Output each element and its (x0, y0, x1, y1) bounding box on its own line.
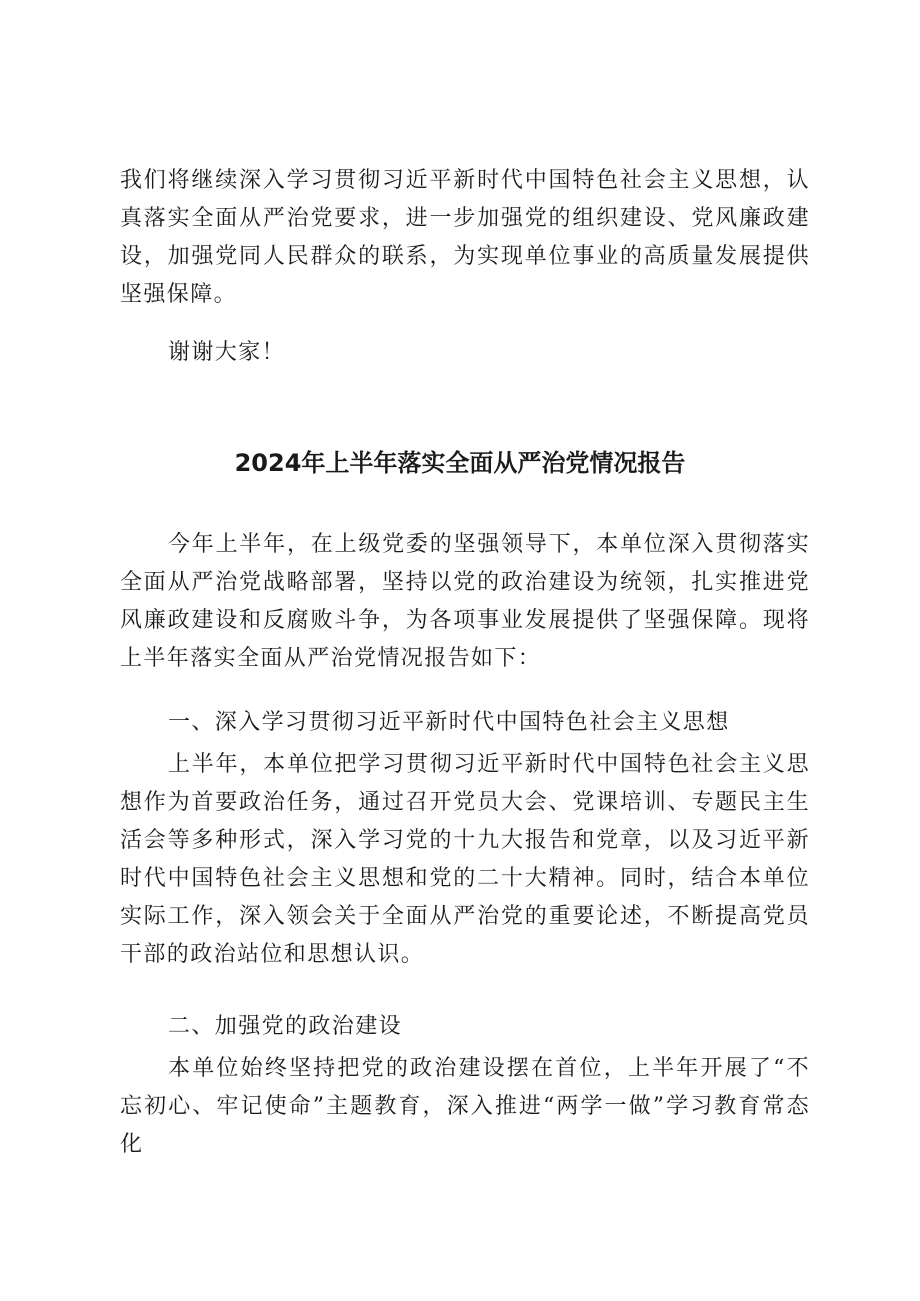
section-heading-1: 一、深入学习贯彻习近平新时代中国特色社会主义思想 (168, 710, 730, 735)
section-heading-2: 二、加强党的政治建设 (168, 1014, 403, 1039)
section-body-2: 本单位始终坚持把党的政治建设摆在首位，上半年开展了“不忘初心、牢记使命”主题教育，深入推进“两学一做”学习教育常态化 (120, 1056, 810, 1157)
intro-paragraph: 今年上半年，在上级党委的坚强领导下，本单位深入贯彻落实全面从严治党战略部署，坚持以党的政治建设为统领，扎实推进党风廉政建设和反腐败斗争，为各项事业发展提供了坚强保障。现将上半年落实全面从严治党情况报告如下： (120, 532, 810, 671)
report-title: 2024年上半年落实全面从严治党情况报告 (234, 449, 686, 477)
closing-thanks: 谢谢大家！ (168, 340, 286, 365)
closing-paragraph: 我们将继续深入学习贯彻习近平新时代中国特色社会主义思想，认真落实全面从严治党要求，进一步加强党的组织建设、党风廉政建设，加强党同人民群众的联系，为实现单位事业的高质量发展提供坚强保障。 (120, 168, 810, 307)
section-body-1: 上半年，本单位把学习贯彻习近平新时代中国特色社会主义思想作为首要政治任务，通过召开党员大会、党课培训、专题民主生活会等多种形式，深入学习党的十九大报告和党章，以及习近平新时代中国特色社会主义思想和党的二十大精神。同时，结合本单位实际工作，深入领会关于全面从严治党的重要论述，不断提高党员干部的政治站位和思想认识。 (120, 752, 810, 967)
